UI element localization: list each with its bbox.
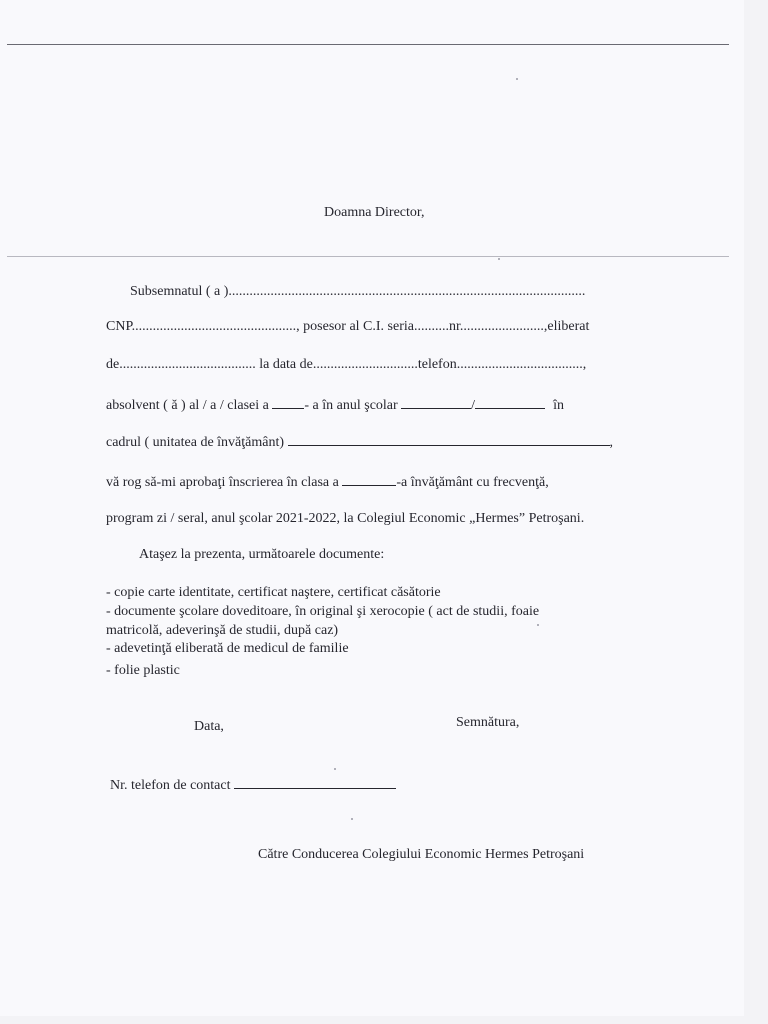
attach-intro: Ataşez la prezenta, următoarele documente: (139, 547, 385, 562)
year-separator: / (471, 398, 476, 413)
signature-label: Semnătura, (456, 715, 520, 730)
list-item: - documente şcolare doveditoare, în original şi xerocopie ( act de studii, foaie (106, 604, 540, 619)
addressee-line: Către Conducerea Colegiului Economic Hermes Petroşani (258, 847, 585, 862)
scan-speck (351, 818, 353, 820)
phone-line (110, 776, 396, 794)
school-unit-comma: , (609, 435, 614, 450)
scan-speck (537, 624, 539, 626)
year-start-blank (401, 396, 471, 409)
phone-label: Nr. telefon de contact (110, 778, 235, 793)
request-suffix: -a învăţământ cu frecvenţă, (396, 475, 549, 490)
scan-speck (334, 768, 336, 770)
class-line (106, 396, 564, 414)
middle-rule (7, 256, 729, 257)
phone-blank (234, 776, 396, 789)
issued-line: de....................................... la data de..............................telefon...................................., (106, 357, 587, 372)
school-unit-label: cadrul ( unitatea de învăţământ) (106, 435, 288, 450)
class-line-label: absolvent ( ă ) al / a / clasei a (106, 398, 273, 413)
request-line (106, 473, 549, 491)
year-end-blank (475, 396, 545, 409)
date-label: Data, (194, 719, 224, 734)
list-item: - adevetinţă eliberată de medicul de familie (106, 641, 349, 656)
school-unit-blank (288, 433, 610, 446)
request-label: vă rog să-mi aprobaţi înscrierea în clasa a (106, 475, 343, 490)
scan-speck (498, 258, 500, 260)
salutation: Doamna Director, (324, 205, 425, 220)
name-line: Subsemnatul ( a )...................................................................................................... (130, 284, 586, 299)
school-unit-line (106, 433, 613, 451)
list-item: matricolă, adeverinşă de studii, după caz) (106, 623, 339, 638)
scan-speck (516, 78, 518, 80)
list-item: - copie carte identitate, certificat naştere, certificat căsătorie (106, 585, 441, 600)
target-class-blank (342, 473, 396, 486)
list-item: - folie plastic (106, 663, 180, 678)
cnp-line: CNP..............................................., posesor al C.I. seria..........nr........................,eliberat (106, 319, 590, 334)
program-line: program zi / seral, anul şcolar 2021-2022, la Colegiul Economic „Hermes” Petroşani. (106, 511, 585, 526)
top-rule (7, 44, 729, 45)
class-blank (272, 396, 304, 409)
school-year-label: - a în anul şcolar (304, 398, 402, 413)
in-word: în (553, 398, 564, 413)
